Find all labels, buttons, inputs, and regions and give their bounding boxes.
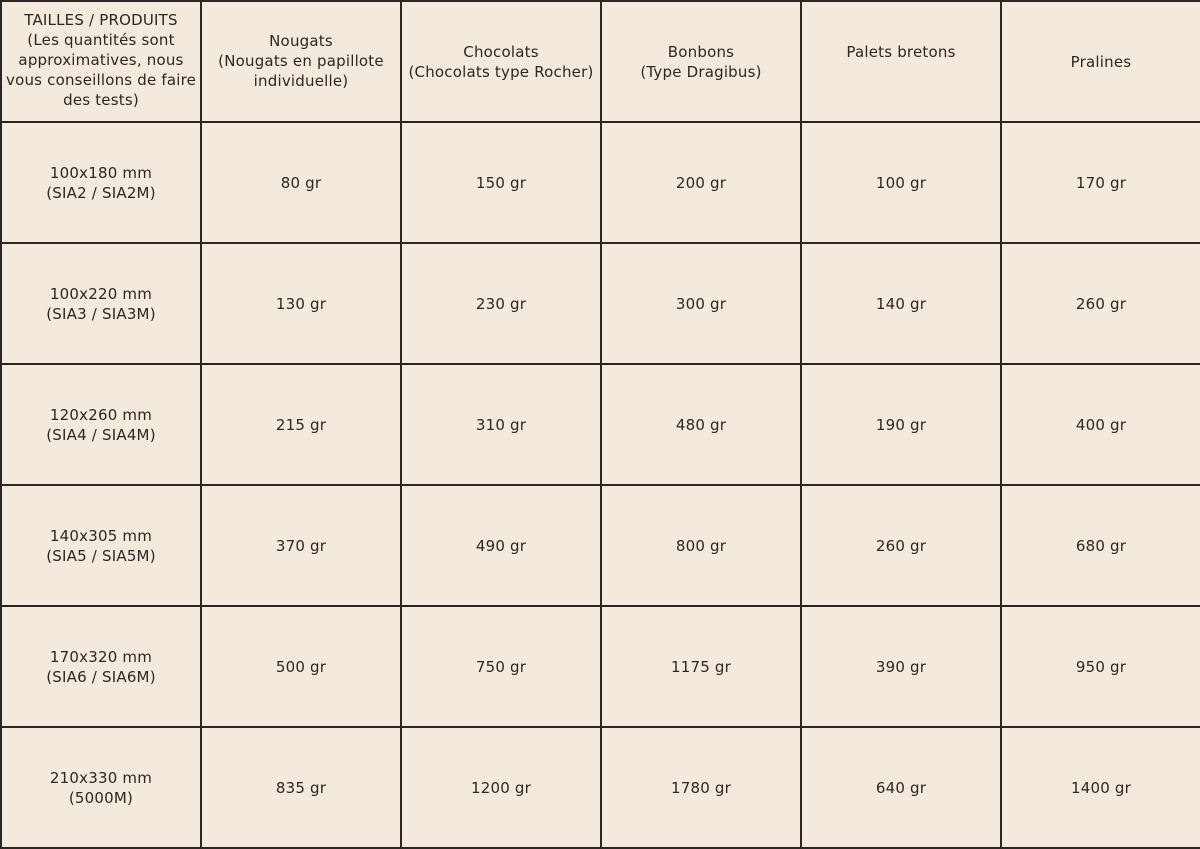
value-cell: 500 gr: [201, 606, 401, 727]
value-cell: 1780 gr: [601, 727, 801, 848]
value-cell: 680 gr: [1001, 485, 1200, 606]
value-cell: 480 gr: [601, 364, 801, 485]
table-row: [1, 485, 1200, 606]
header-pralines: Pralines: [1001, 1, 1200, 122]
value-cell: 100 gr: [801, 122, 1001, 243]
value-cell: 750 gr: [401, 606, 601, 727]
value-cell: 1400 gr: [1001, 727, 1200, 848]
header-bonbons: Bonbons (Type Dragibus): [601, 1, 801, 122]
value-cell: 490 gr: [401, 485, 601, 606]
table-row: [1, 243, 1200, 364]
size-cell: 140x305 mm (SIA5 / SIA5M): [1, 485, 201, 606]
value-cell: 130 gr: [201, 243, 401, 364]
value-cell: 640 gr: [801, 727, 1001, 848]
value-cell: 215 gr: [201, 364, 401, 485]
value-cell: 140 gr: [801, 243, 1001, 364]
value-cell: 190 gr: [801, 364, 1001, 485]
table-row: [1, 727, 1200, 848]
header-chocolats: Chocolats (Chocolats type Rocher): [401, 1, 601, 122]
value-cell: 1175 gr: [601, 606, 801, 727]
value-cell: 230 gr: [401, 243, 601, 364]
value-cell: 200 gr: [601, 122, 801, 243]
size-cell: 210x330 mm (5000M): [1, 727, 201, 848]
size-cell: 100x180 mm (SIA2 / SIA2M): [1, 122, 201, 243]
value-cell: 390 gr: [801, 606, 1001, 727]
value-cell: 800 gr: [601, 485, 801, 606]
value-cell: 170 gr: [1001, 122, 1200, 243]
value-cell: 835 gr: [201, 727, 401, 848]
value-cell: 1200 gr: [401, 727, 601, 848]
value-cell: 300 gr: [601, 243, 801, 364]
table-row: [1, 122, 1200, 243]
size-cell: 170x320 mm (SIA6 / SIA6M): [1, 606, 201, 727]
value-cell: 260 gr: [801, 485, 1001, 606]
value-cell: 150 gr: [401, 122, 601, 243]
table-row: [1, 364, 1200, 485]
value-cell: 260 gr: [1001, 243, 1200, 364]
header-row: [1, 1, 1200, 122]
header-sizes-products: TAILLES / PRODUITS (Les quantités sont approximatives, nous vous conseillons de faire des tests): [1, 1, 201, 122]
size-cell: 100x220 mm (SIA3 / SIA3M): [1, 243, 201, 364]
value-cell: 370 gr: [201, 485, 401, 606]
table-row: [1, 606, 1200, 727]
header-nougats: Nougats (Nougats en papillote individuelle): [201, 1, 401, 122]
size-cell: 120x260 mm (SIA4 / SIA4M): [1, 364, 201, 485]
header-palets-bretons: Palets bretons: [801, 1, 1001, 122]
value-cell: 950 gr: [1001, 606, 1200, 727]
value-cell: 310 gr: [401, 364, 601, 485]
value-cell: 400 gr: [1001, 364, 1200, 485]
value-cell: 80 gr: [201, 122, 401, 243]
